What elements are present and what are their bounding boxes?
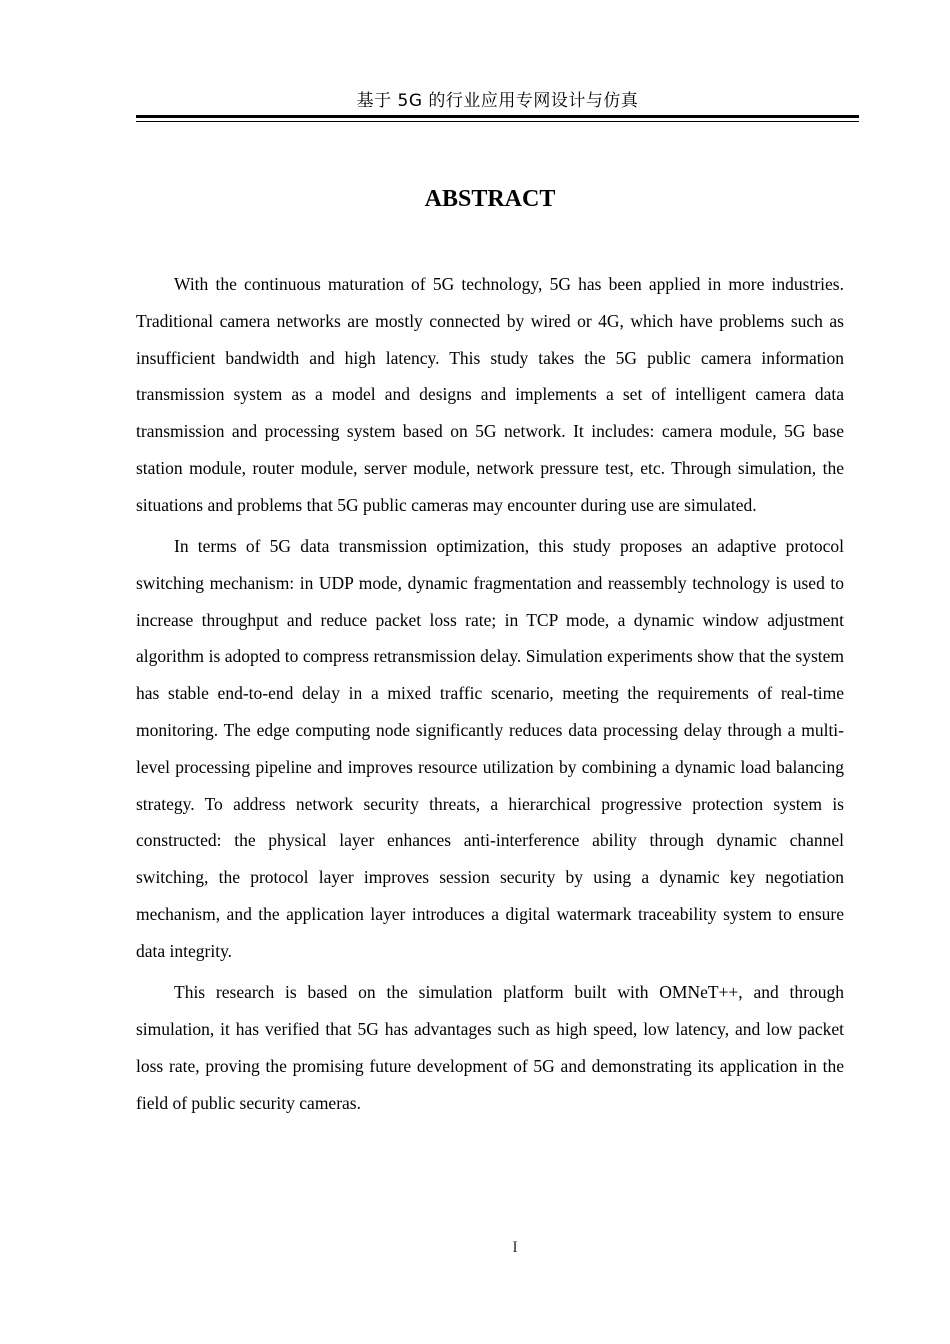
abstract-body	[136, 266, 844, 1121]
header-rule-thin	[136, 121, 859, 122]
page-number: I	[512, 1239, 518, 1256]
abstract-paragraph-1: With the continuous maturation of 5G technology, 5G has been applied in more industries. Traditional camera networks are mostly connected by wired or 4G, which have problems such as insufficient bandwidth and high latency. This study takes the 5G public camera information transmission system as a model and designs and implements a set of intelligent camera data transmission and processing system based on 5G network. It includes: camera module, 5G base station module, router module, server module, network pressure test, etc. Through simulation, the situations and problems that 5G public cameras may encounter during use are simulated.	[136, 274, 844, 515]
abstract-paragraph-2: In terms of 5G data transmission optimization, this study proposes an adaptive protocol switching mechanism: in UDP mode, dynamic fragmentation and reassembly technology is used to increase throughput and reduce packet loss rate; in TCP mode, a dynamic window adjustment algorithm is adopted to compress retransmission delay. Simulation experiments show that the system has stable end-to-end delay in a mixed traffic scenario, meeting the requirements of real-time monitoring. The edge computing node significantly reduces data processing delay through a multi-level processing pipeline and improves resource utilization by combining a dynamic load balancing strategy. To address network security threats, a hierarchical progressive protection system is constructed: the physical layer enhances anti-interference ability through dynamic channel switching, the protocol layer improves session security by using a dynamic key negotiation mechanism, and the application layer introduces a digital watermark traceability system to ensure data integrity.	[136, 536, 844, 961]
running-header: 基于 5G 的行业应用专网设计与仿真	[356, 91, 639, 111]
abstract-title: ABSTRACT	[424, 186, 556, 212]
abstract-paragraph-3: This research is based on the simulation platform built with OMNeT++, and through simulation, it has verified that 5G has advantages such as high speed, low latency, and low packet loss rate, proving the promising future development of 5G and demonstrating its application in the field of public security cameras.	[136, 982, 844, 1113]
header-rule-thick	[136, 115, 859, 118]
